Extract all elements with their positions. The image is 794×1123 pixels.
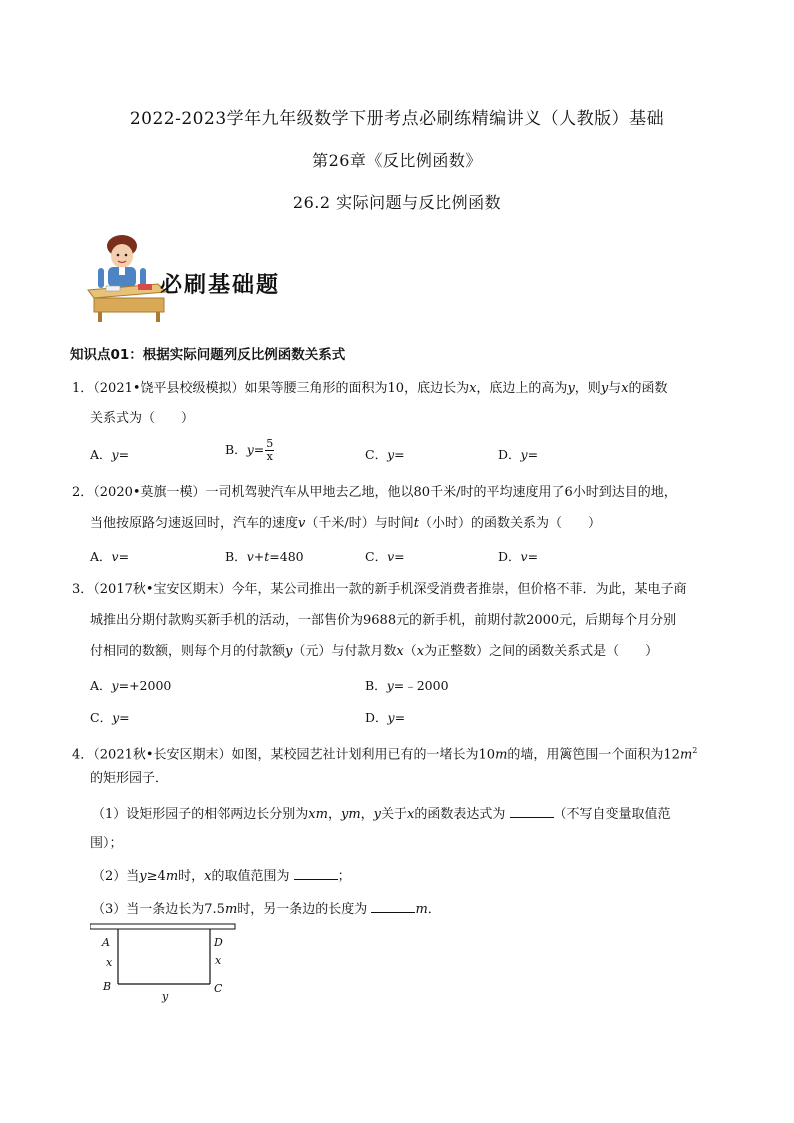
fraction: $\frac{5}{x}$ xyxy=(266,437,274,463)
question-3-option-b[interactable]: B．y=﹣2000 xyxy=(365,678,449,693)
question-3-stem-line2: 城推出分期付款购买新手机的活动，一部售价为9688元的新手机，前期付款2000元，后期每个月分别 xyxy=(90,613,677,628)
chapter-title: 第26章《反比例函数》 xyxy=(312,151,482,170)
document-title: 2022-2023学年九年级数学下册考点必刷练精编讲义（人教版）基础 xyxy=(129,109,665,129)
point-d-label: D xyxy=(214,936,223,949)
answer-blank-1[interactable] xyxy=(510,805,554,818)
banner-title: 必刷基础题 xyxy=(160,273,281,298)
question-1-option-b[interactable]: B．y= $\frac{5}{x}$ xyxy=(225,437,274,463)
question-3-stem: 3．（2017秋•宝安区期末）今年，某公司推出一款的新手机深受消费者推崇，但价格不菲．为此，某电子商 xyxy=(72,582,687,597)
side-x-right-label: x xyxy=(215,954,222,967)
question-2-option-d[interactable]: D．v= xyxy=(498,549,539,564)
question-2-stem-line2: 当他按原路匀速返回时，汽车的速度v（千米/时）与时间t（小时）的函数关系为（ ） xyxy=(90,516,602,531)
question-3-option-d[interactable]: D．y= xyxy=(365,710,406,725)
side-y-bottom-label: y xyxy=(162,990,169,1003)
point-c-label: C xyxy=(214,982,223,995)
figure-lines xyxy=(90,922,260,1022)
question-4-stem: 4．（2021秋•长安区期末）如图，某校园艺社计划利用已有的一堵长为10m的墙，用篱笆围一个面积为$12m^2$ xyxy=(72,746,698,763)
question-1-option-c[interactable]: C．y= xyxy=(365,447,405,462)
knowledge-point-label: 知识点01 xyxy=(70,347,130,363)
question-1-option-d[interactable]: D．y= xyxy=(498,447,539,462)
question-4-stem-line2: 的矩形园子． xyxy=(90,771,169,786)
question-2-option-a[interactable]: A．v= xyxy=(90,549,130,564)
question-2-option-c[interactable]: C．v= xyxy=(365,549,405,564)
question-4-part-1: （1）设矩形园子的相邻两边长分别为xm，ym，y关于x的函数表达式为 （不写自变量取值范 xyxy=(92,807,671,822)
question-4-part-1-line2: 围）； xyxy=(90,836,123,851)
question-1-stem: 1．（2021•饶平县校级模拟）如果等腰三角形的面积为10，底边长为x，底边上的高为y，则y与x的函数 xyxy=(72,381,668,396)
knowledge-point-text: ：根据实际问题列反比例函数关系式 xyxy=(129,347,346,363)
answer-blank-2[interactable] xyxy=(294,867,338,880)
side-x-left-label: x xyxy=(106,956,113,969)
question-3-option-c[interactable]: C．y= xyxy=(90,710,130,725)
question-1-stem-line2: 关系式为（ ） xyxy=(90,411,195,426)
answer-blank-3[interactable] xyxy=(371,900,415,913)
question-2-stem: 2．（2020•莫旗一模）一司机驾驶汽车从甲地去乙地，他以80千米/时的平均速度用了6小时到达目的地， xyxy=(72,485,677,500)
point-b-label: B xyxy=(103,980,112,993)
section-title: 26.2 实际问题与反比例函数 xyxy=(292,193,502,212)
question-4-part-3: （3）当一条边长为7.5m时，另一条边的长度为 m． xyxy=(92,902,441,917)
point-a-label: A xyxy=(102,936,110,949)
knowledge-point-heading xyxy=(70,343,345,363)
question-1-option-a[interactable]: A．y= xyxy=(90,447,130,462)
rectangle-garden-figure xyxy=(90,922,260,1022)
question-3-stem-line3: 付相同的数额，则每个月的付款额y（元）与付款月数x（x为正整数）之间的函数关系式是（ ） xyxy=(90,644,659,659)
question-2-option-b[interactable]: B．v+t=480 xyxy=(225,549,304,564)
question-3-option-a[interactable]: A．y=+2000 xyxy=(90,678,172,693)
question-4-part-2: （2）当y≥4m时，x的取值范围为 ； xyxy=(92,869,351,884)
